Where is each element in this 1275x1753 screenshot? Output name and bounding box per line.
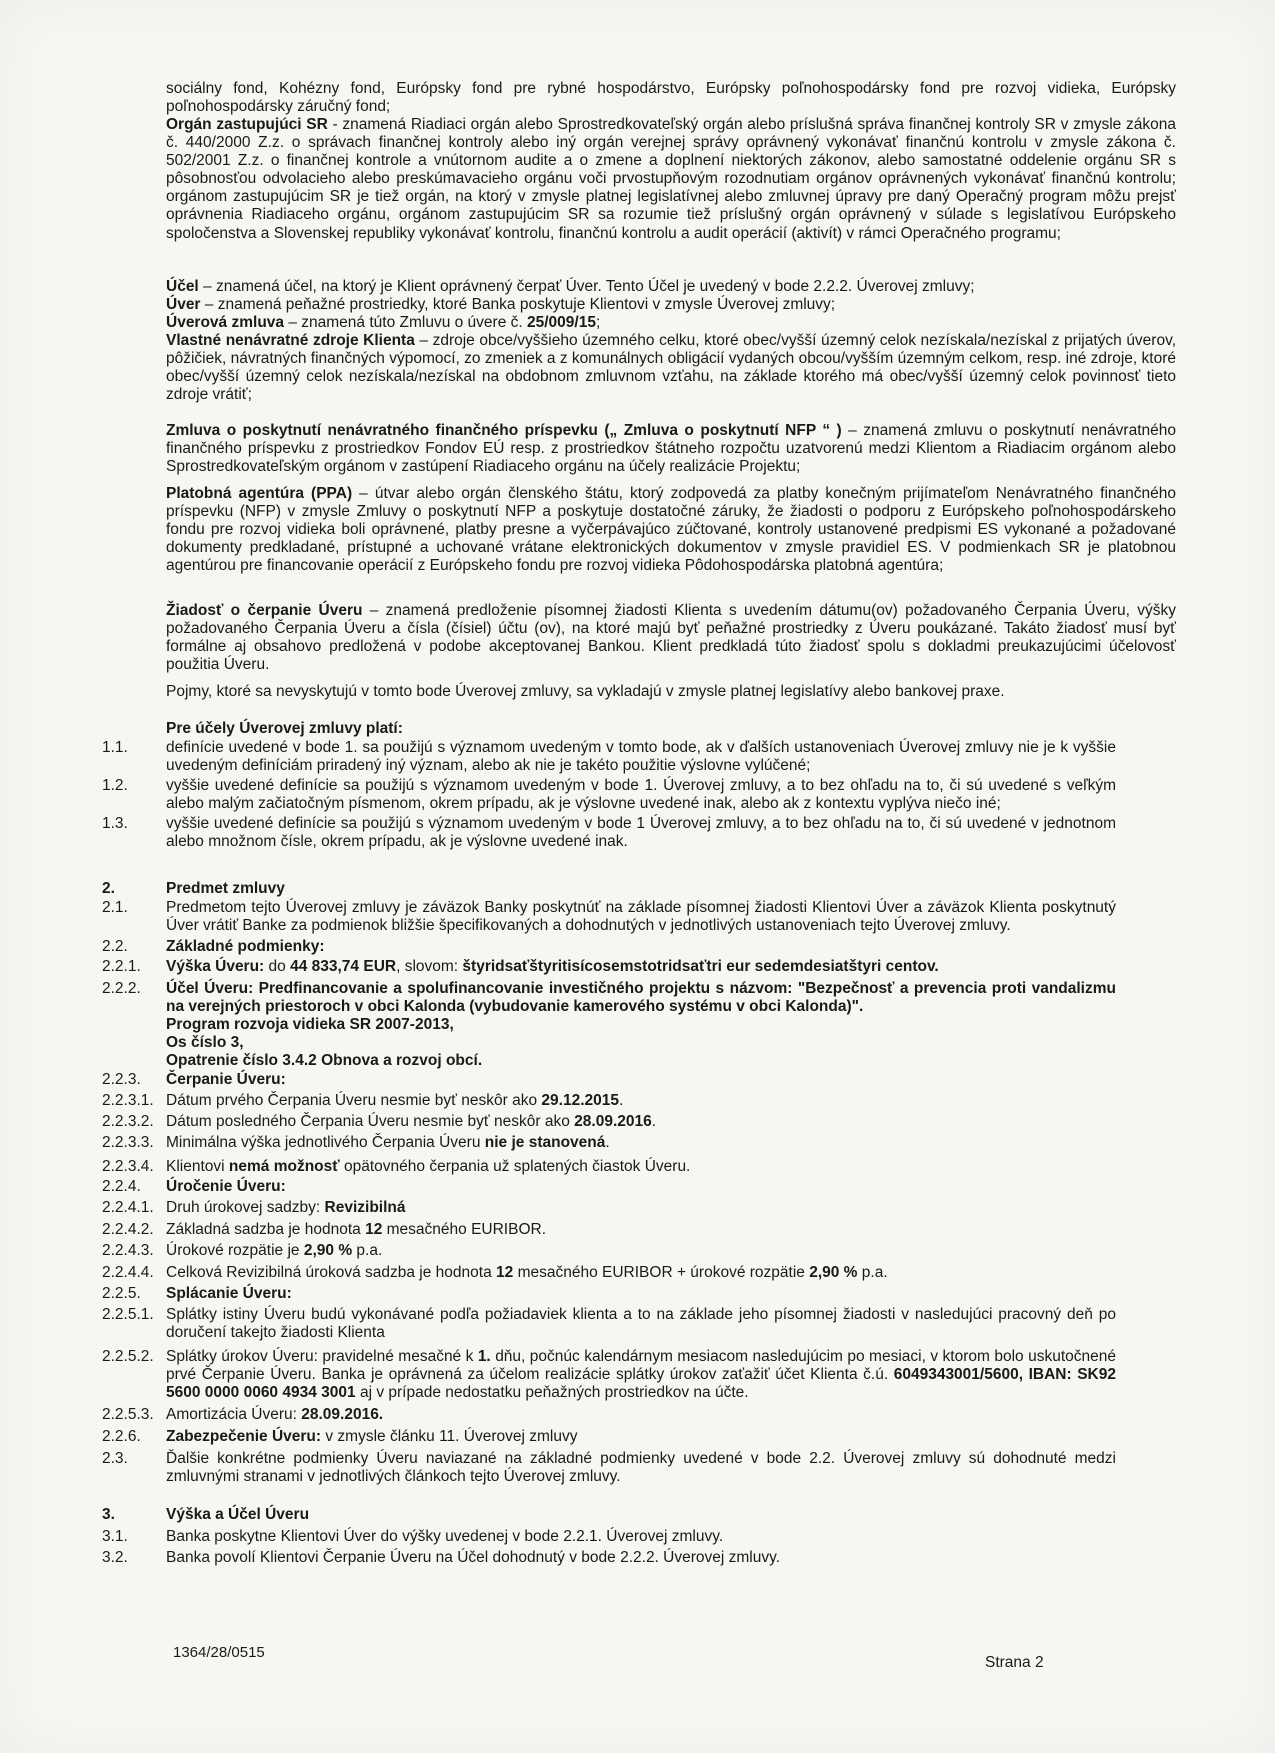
definition-term: Zmluva o poskytnutí nenávratného finančného príspevku („ Zmluva o poskytnutí NFP “ )	[166, 422, 842, 439]
account-number: 6049343001/5600, IBAN: SK92 5600 0000 0060 4934 3001	[166, 1366, 1116, 1402]
item-text: definície uvedené v bode 1. sa použijú s významom uvedeným v tomto bode, ak v ďalších ustanoveniach Úverovej zmluvy nie je k vyššie uvedeným definíciám priradený iný význam, alebo ak nie je takéto použitie výslovne vylúčené;	[166, 739, 1116, 775]
purpose-heading: Pre účely Úverovej zmluvy platí:	[166, 720, 403, 737]
definition-uver: Úver – znamená peňažné prostriedky, ktoré Banka poskytuje Klientovi v zmysle Úverovej zmluvy;	[166, 296, 836, 313]
definition-closing-note: Pojmy, ktoré sa nevyskytujú v tomto bode Úverovej zmluvy, sa vykladajú v zmysle platnej legislatívy alebo bankovej praxe.	[166, 683, 1005, 700]
definition-platobna-agentura: Platobná agentúra (PPA) – útvar alebo orgán členského štátu, ktorý zodpovedá za platby konečným prijímateľom Nenávratného finančného príspevku (NFP) v zmysle Zmluvy o poskytnutí NFP a poskytuje dostatočné záruky, že žiadosti o podporu z Európskeho poľnohospodárskeho fondu pre rozvoj vidieka boli oprávnené, platby presne a vyčerpávajúco zúčtované, kontroly ustanovené predpismi ES vykonané a požadované dokumenty predkladané, prístupné a uchované vrátane elektronických dokumentov v zmysle pravidiel ES. V podmienkach SR je platobnou agentúrou pre financovanie operácií z Európskeho fondu pre rozvoj vidieka Pôdohospodárska platobná agentúra;	[166, 485, 1176, 575]
page-number: Strana 2	[985, 1654, 1044, 1671]
section-title: Výška a Účel Úveru	[166, 1506, 310, 1523]
definition-term: Žiadosť o čerpanie Úveru	[166, 602, 363, 619]
definition-term: Vlastné nenávratné zdroje Klienta	[166, 332, 415, 349]
item-number: 1.1.	[102, 739, 128, 756]
item-text: vyššie uvedené definície sa použijú s významom uvedeným v bode 1. Úverovej zmluvy, a to bez ohľadu na to, či sú uvedené s veľkým alebo malým začiatočným písmenom, okrem prípadu, ak je výslovne uvedené inak, alebo ak z kontextu vyplýva niečo iné;	[166, 777, 1116, 813]
contract-number: 25/009/15	[526, 314, 596, 331]
definition-organ-zastupujuci: Orgán zastupujúci SR - znamená Riadiaci orgán alebo Sprostredkovateľský orgán alebo príslušná správa finančnej kontroly SR v zmysle zákona č. 440/2000 Z.z. o správach finančnej kontroly alebo iný orgán verejnej správy oprávnený vykonávať finančnú kontrolu v zmysle zákona č. 502/2001 Z.z. o finančnej kontrole a vnútornom audite a o zmene a doplnení niektorých zákonov, alebo samostatné oddelenie orgánu SR s pôsobnosťou odvolacieho alebo preskúmavacieho orgánu voči prvostupňovým rozodnutiam orgánov oprávnených vykonávať finančnú kontrolu; orgánom zastupujúcim SR je tiež orgán, na ktorý v zmysle platnej legislatívnej alebo zmluvnej úpravy pre daný Operačný program môžu prejsť oprávnenia Riadiaceho orgánu, orgánom zastupujúcim SR sa rozumie tiež príslušný orgán oprávnený v súlade s legislatívou Európskeho spoločenstva a Slovenskej republiky vykonávať kontrolu, finančnú kontrolu a audit operácií (aktivít) v rámci Operačného programu;	[166, 116, 1176, 242]
definition-term: Orgán zastupujúci SR	[166, 116, 328, 133]
definition-term: Úverová zmluva	[166, 314, 285, 331]
definition-vlastne-zdroje: Vlastné nenávratné zdroje Klienta – zdroje obce/vyššieho územného celku, ktoré obec/vyšší územný celok nezískala/nezískal z prijatých úverov, pôžičiek, návratných finančných výpomocí, zo zmeniek a z komunálnych obligácií vydaných obcou/vyšším územným celkom, resp. iné zdroje, ktoré obec/vyšší územný celok nezískala/nezískal na obdobnom zmluvnom vzťahu, na základe ktorého má obec/vyšší územný celok povinnosť tieto zdroje vrátiť;	[166, 332, 1176, 404]
definition-funds-tail: sociálny fond, Kohézny fond, Európsky fond pre rybné hospodárstvo, Európsky poľnohospodársky fond pre rozvoj vidieka, Európsky poľnohospodársky záručný fond;	[166, 80, 1176, 116]
definition-uverova-zmluva: Úverová zmluva – znamená túto Zmluvu o úvere č. 25/009/15;	[166, 314, 601, 331]
section-title: Predmet zmluvy	[166, 880, 285, 897]
document-page: sociálny fond, Kohézny fond, Európsky fond pre rybné hospodárstvo, Európsky poľnohospodársky fond pre rozvoj vidieka, Európsky poľnohospodársky záručný fond; Orgán zastupujúci SR - znamená Riadiaci orgán alebo Sprostredkovateľský orgán alebo príslušná správa finančnej kontroly SR v zmysle zákona č. 440/2000 Z.z. o správach finančnej kontroly alebo iný orgán verejnej správy oprávnený vykonávať finančnú kontrolu v zmysle zákona č. 502/2001 Z.z. o finančnej kontrole a vnútornom audite a o zmene a doplnení niektorých zákonov, alebo samostatné oddelenie orgánu SR s pôsobnosťou odvolacieho alebo preskúmavacieho orgánu voči prvostupňovým rozodnutiam orgánov oprávnených vykonávať finančnú kontrolu; orgánom zastupujúcim SR je tiež orgán, na ktorý v zmysle platnej legislatívnej alebo zmluvnej úpravy pre daný Operačný program môžu prejsť oprávnenia Riadiaceho orgánu, orgánom zastupujúcim SR sa rozumie tiež príslušný orgán oprávnený v súlade s legislatívou Európskeho spoločenstva a Slovenskej republiky vykonávať kontrolu, finančnú kontrolu a audit operácií (aktivít) v rámci Operačného programu; Účel – znamená účel, na ktorý je Klient oprávnený čerpať Úver. Tento Účel je uvedený v bode 2.2.2. Úverovej zmluvy; Úver – znamená peňažné prostriedky, ktoré Banka poskytuje Klientovi v zmysle Úverovej zmluvy; Úverová zmluva – znamená túto Zmluvu o úvere č. 25/009/15; Vlastné nenávratné zdroje Klienta – zdroje obce/vyššieho územného celku, ktoré obec/vyšší územný celok nezískala/nezískal z prijatých úverov, pôžičiek, návratných finančných výpomocí, zo zmeniek a z komunálnych obligácií vydaných obcou/vyšším územným celkom, resp. iné zdroje, ktoré obec/vyšší územný celok nezískala/nezískal na obdobnom zmluvnom vzťahu, na základe ktorého má obec/vyšší územný celok povinnosť tieto zdroje vrátiť; Zmluva o poskytnutí nenávratného finančného príspevku („ Zmluva o poskytnutí NFP “ ) – znamená zmluvu o poskytnutí nenávratného finančného príspevku z prostriedkov Fondov EÚ resp. z prostriedkov štátneho rozpočtu uzatvorenú medzi Klientom a Riadiacim orgánom alebo Sprostredkovateľským orgánom v zastúpení Riadiaceho orgánu na účely realizácie Projektu; Platobná agentúra (PPA) – útvar alebo orgán členského štátu, ktorý zodpovedá za platby konečným prijímateľom Nenávratného finančného príspevku (NFP) v zmysle Zmluvy o poskytnutí NFP a poskytuje dostatočné záruky, že žiadosti o podporu z Európskeho poľnohospodárskeho fondu pre rozvoj vidieka boli oprávnené, platby presne a vyčerpávajúco zúčtované, kontroly ustanovené predpismi ES vykonané a požadované dokumenty predkladané, prístupné a uchované vrátane elektronických dokumentov v zmysle pravidiel ES. V podmienkach SR je platobnou agentúrou pre financovanie operácií z Európskeho fondu pre rozvoj vidieka Pôdohospodárska platobná agentúra; Žiadosť o čerpanie Úveru – znamená predloženie písomnej žiadosti Klienta s uvedením dátumu(ov) požadovaného Čerpania Úveru, výšky požadovaného Čerpania Úveru a čísla (čísiel) účtu (ov), na ktoré majú byť peňažné prostriedky z Úveru poukázané. Takáto žiadosť musí byť formálne aj obsahovo predložená v podobe akceptovanej Bankou. Klient predkladá túto žiadosť spolu s dokladmi preukazujúcimi účelovosť použitia Úveru. Pojmy, ktoré sa nevyskytujú v tomto bode Úverovej zmluvy, sa vykladajú v zmysle platnej legislatívy alebo bankovej praxe. Pre účely Úverovej zmluvy platí: 1.1. definície uvedené v bode 1. sa použijú s významom uvedeným v tomto bode, ak v ďalších ustanoveniach Úverovej zmluvy nie je k vyššie uvedeným definíciám priradený iný význam, alebo ak nie je takéto použitie výslovne vylúčené; 1.2. vyššie uvedené definície sa použijú s významom uvedeným v bode 1. Úverovej zmluvy, a to bez ohľadu na to, či sú uvedené s veľkým alebo malým začiatočným písmenom, okrem prípadu, ak je výslovne uvedené inak, alebo ak z kontextu vyplýva niečo iné; 1.3. vyššie uvedené definície sa použijú s významom uvedeným v bode 1 Úverovej zmluvy, a to bez ohľadu na to, či sú uvedené v jednotnom alebo množnom čísle, okrem prípadu, ak je výslovne uvedené inak. 2. Predmet zmluvy 2.1. Predmetom tejto Úverovej zmluvy je záväzok Banky poskytnúť na základe písomnej žiadosti Klientovi Úver a záväzok Klienta poskytnutý Úver vrátiť Banke za podmienok bližšie špecifikovaných a dohodnutých v jednotlivých ustanoveniach tejto Úverovej zmluvy. 2.2. Základné podmienky: 2.2.1. Výška Úveru: do 44 833,74 EUR, slovom: štyridsaťštyritisícosemstotridsaťtri eur sedemdesiatštyri centov. 2.2.2. Účel Úveru: Predfinancovanie a spolufinancovanie investičného projektu s názvom: "Bezpečnosť a prevencia proti vandalizmu na verejných priestoroch v obci Kalonda (vybudovanie kamerového systému v obci Kalonda)". Program rozvoja vidieka SR 2007-2013, Os číslo 3, Opatrenie číslo 3.4.2 Obnova a rozvoj obcí. 2.2.3. Čerpanie Úveru: 2.2.3.1. Dátum prvého Čerpania Úveru nesmie byť neskôr ako 29.12.2015. 2.2.3.2. Dátum posledného Čerpania Úveru nesmie byť neskôr ako 28.09.2016. 2.2.3.3. Minimálna výška jednotlivého Čerpania Úveru nie je stanovená. 2.2.3.4. Klientovi nemá možnosť opätovného čerpania už splatených čiastok Úveru. 2.2.4. Úročenie Úveru: 2.2.4.1. Druh úrokovej sadzby: Revizibilná 2.2.4.2. Základná sadzba je hodnota 12 mesačného EURIBOR. 2.2.4.3. Úrokové rozpätie je 2,90 % p.a. 2.2.4.4. Celková Revizibilná úroková sadzba je hodnota 12 mesačného EURIBOR + úrokové rozpätie 2,90 % p.a. 2.2.5. Splácanie Úveru: 2.2.5.1. Splátky istiny Úveru budú vykonávané podľa požiadaviek klienta a to na základe jeho písomnej žiadosti v nasledujúci pracovný deň po doručení takejto žiadosti Klienta 2.2.5.2. Splátky úrokov Úveru: pravidelné mesačné k 1. dňu, počnúc kalendárnym mesiacom nasledujúcim po mesiaci, v ktorom bolo uskutočnené prvé Čerpanie Úveru. Banka je oprávnená za účelom realizácie splátky úrokov zaťažiť účet Klienta č.ú. 6049343001/5600, IBAN: SK92 5600 0000 0060 4934 3001 aj v prípade nedostatku peňažných prostriedkov na účte. 2.2.5.3. Amortizácia Úveru: 28.09.2016. 2.2.6. Zabezpečenie Úveru: v zmysle článku 11. Úverovej zmluvy 2.3. Ďalšie konkrétne podmienky Úveru naviazané na základné podmienky uvedené v bode 2.2. Úverovej zmluvy sú dohodnuté medzi zmluvnými stranami v jednotlivých článkoch tejto Úverovej zmluvy. 3. Výška a Účel Úveru 3.1. Banka poskytne Klientovi Úver do výšky uvedenej v bode 2.2.1. Úverovej zmluvy. 3.2. Banka povolí Klientovi Čerpanie Úveru na Účel dohodnutý v bode 2.2.2. Úverovej zmluvy. 1364/28/0515 Strana 2	[0, 0, 1275, 1753]
definition-ziadost: Žiadosť o čerpanie Úveru – znamená predloženie písomnej žiadosti Klienta s uvedením dátumu(ov) požadovaného Čerpania Úveru, výšky požadovaného Čerpania Úveru a čísla (čísiel) účtu (ov), na ktoré majú byť peňažné prostriedky z Úveru poukázané. Takáto žiadosť musí byť formálne aj obsahovo predložená v podobe akceptovanej Bankou. Klient predkladá túto žiadosť spolu s dokladmi preukazujúcimi účelovosť použitia Úveru.	[166, 602, 1176, 674]
item-text: vyššie uvedené definície sa použijú s významom uvedeným v bode 1 Úverovej zmluvy, a to bez ohľadu na to, či sú uvedené v jednotnom alebo množnom čísle, okrem prípadu, ak je výslovne uvedené inak.	[166, 815, 1116, 851]
definition-term: Platobná agentúra (PPA)	[166, 485, 353, 502]
item-number: 1.3.	[102, 815, 128, 832]
definition-ucel: Účel – znamená účel, na ktorý je Klient oprávnený čerpať Úver. Tento Účel je uvedený v bode 2.2.2. Úverovej zmluvy;	[166, 278, 975, 295]
definition-term: Účel	[166, 278, 199, 295]
definition-term: Úver	[166, 296, 201, 313]
loan-amount: 44 833,74 EUR	[290, 958, 397, 975]
item-number: 1.2.	[102, 777, 128, 794]
definition-zmluva-nfp: Zmluva o poskytnutí nenávratného finančného príspevku („ Zmluva o poskytnutí NFP “ ) – znamená zmluvu o poskytnutí nenávratného finančného príspevku z prostriedkov Fondov EÚ resp. z prostriedkov štátneho rozpočtu uzatvorenú medzi Klientom a Riadiacim orgánom alebo Sprostredkovateľským orgánom v zastúpení Riadiaceho orgánu na účely realizácie Projektu;	[166, 422, 1176, 476]
document-reference: 1364/28/0515	[173, 1644, 265, 1661]
